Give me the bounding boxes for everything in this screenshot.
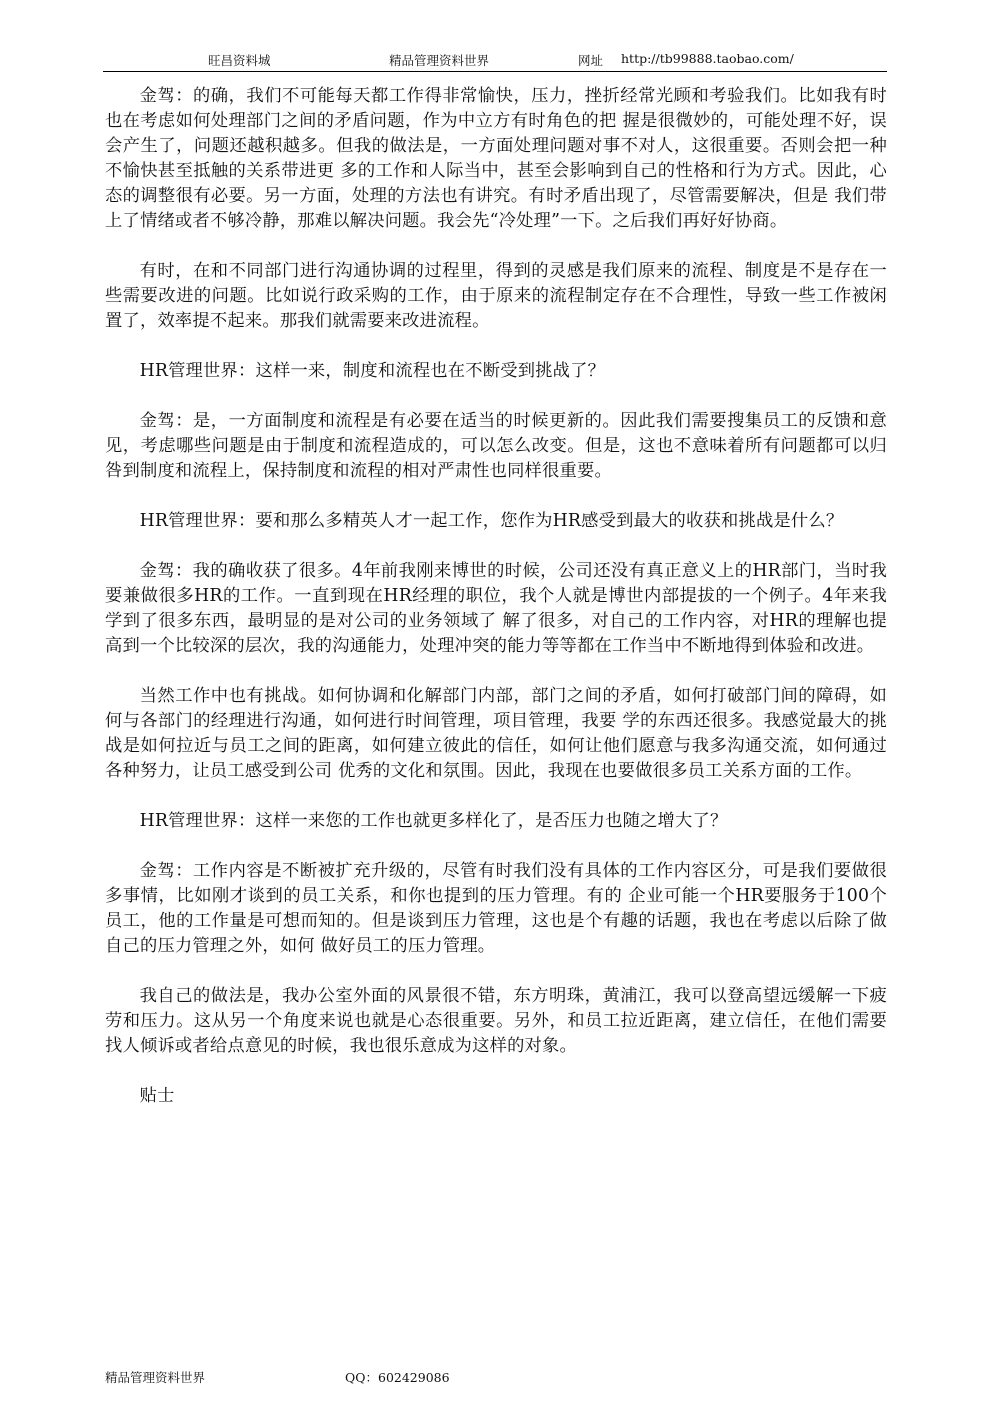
footer-world-name: 精品管理资料世界: [105, 1370, 206, 1385]
paragraph-1: 金驾：的确，我们不可能每天都工作得非常愉快，压力，挫折经常光顾和考验我们。比如我有时也在考虑如何处理部门之间的矛盾问题，作为中立方有时角色的把 握是很微妙的，可能处理不好，误会产生了，问题还越积越多。但我的做法是，一方面处理问题对事不对人，这很重要。否则会把一种不愉快甚至抵触的关系带进更 多的工作和人际当中，甚至会影响到自己的性格和行为方式。因此，心态的调整很有必要。另一方面，处理的方法也有讲究。有时矛盾出现了，尽管需要解决，但是 我们带上了情绪或者不够冷静，那难以解决问题。我会先“冷处理”一下。之后我们再好好协商。: [105, 86, 887, 231]
paragraph-3: HR管理世界：这样一来，制度和流程也在不断受到挑战了？: [139, 361, 606, 381]
paragraph-4: 金驾：是，一方面制度和流程是有必要在适当的时候更新的。因此我们需要搜集员工的反馈和意见，考虑哪些问题是由于制度和流程造成的，可以怎么改变。但是，这也不意味着所有问题都可以归咎到制度和流程上，保持制度和流程的相对严肃性也同样很重要。: [105, 411, 887, 481]
header-world-name: 精品管理资料世界: [389, 53, 490, 68]
header-site-name: 旺昌资料城: [208, 53, 271, 68]
paragraph-6: 金驾：我的确收获了很多。4年前我刚来博世的时候，公司还没有真正意义上的HR部门，当时我要兼做很多HR的工作。一直到现在HR经理的职位，我个人就是博世内部提拔的一个例子。4年来我学到了很多东西，最明显的是对公司的业务领域了 解了很多，对自己的工作内容，对HR的理解也提高到一个比较深的层次，我的沟通能力，处理冲突的能力等等都在工作当中不断地得到体验和改进。: [105, 561, 887, 656]
paragraph-10: 我自己的做法是，我办公室外面的风景很不错，东方明珠，黄浦江，我可以登高望远缓解一下疲劳和压力。这从另一个角度来说也就是心态很重要。另外，和员工拉近距离，建立信任，在他们需要找人倾诉或者给点意见的时候，我也很乐意成为这样的对象。: [105, 986, 887, 1056]
footer-qq: QQ：602429086: [345, 1370, 450, 1385]
paragraph-2: 有时，在和不同部门进行沟通协调的过程里，得到的灵感是我们原来的流程、制度是不是存在一些需要改进的问题。比如说行政采购的工作，由于原来的流程制定存在不合理性，导致一些工作被闲置了，效率提不起来。那我们就需要来改进流程。: [105, 261, 887, 331]
page-header: [103, 51, 887, 72]
paragraph-7: 当然工作中也有挑战。如何协调和化解部门内部，部门之间的矛盾，如何打破部门间的障碍，如何与各部门的经理进行沟通，如何进行时间管理，项目管理，我要 学的东西还很多。我感觉最大的挑战是如何拉近与员工之间的距离，如何建立彼此的信任，如何让他们愿意与我多沟通交流，如何通过各种努力，让员工感受到公司 优秀的文化和氛围。因此，我现在也要做很多员工关系方面的工作。: [105, 686, 887, 781]
document-body: [105, 84, 887, 1134]
paragraph-5: HR管理世界：要和那么多精英人才一起工作，您作为HR感受到最大的收获和挑战是什么？: [139, 511, 844, 531]
paragraph-8: HR管理世界：这样一来您的工作也就更多样化了，是否压力也随之增大了？: [139, 811, 728, 831]
page-footer: [105, 1368, 887, 1388]
header-url-label: 网址: [578, 53, 604, 68]
paragraph-11: 贴士: [139, 1086, 175, 1106]
paragraph-9: 金驾：工作内容是不断被扩充升级的，尽管有时我们没有具体的工作内容区分，可是我们要做很多事情，比如刚才谈到的员工关系，和你也提到的压力管理。有的 企业可能一个HR要服务于100个员工，他的工作量是可想而知的。但是谈到压力管理，这也是个有趣的话题，我也在考虑以后除了做自己的压力管理之外，如何 做好员工的压力管理。: [105, 861, 887, 956]
header-url: http://tb99888.taobao.com/: [621, 51, 794, 66]
